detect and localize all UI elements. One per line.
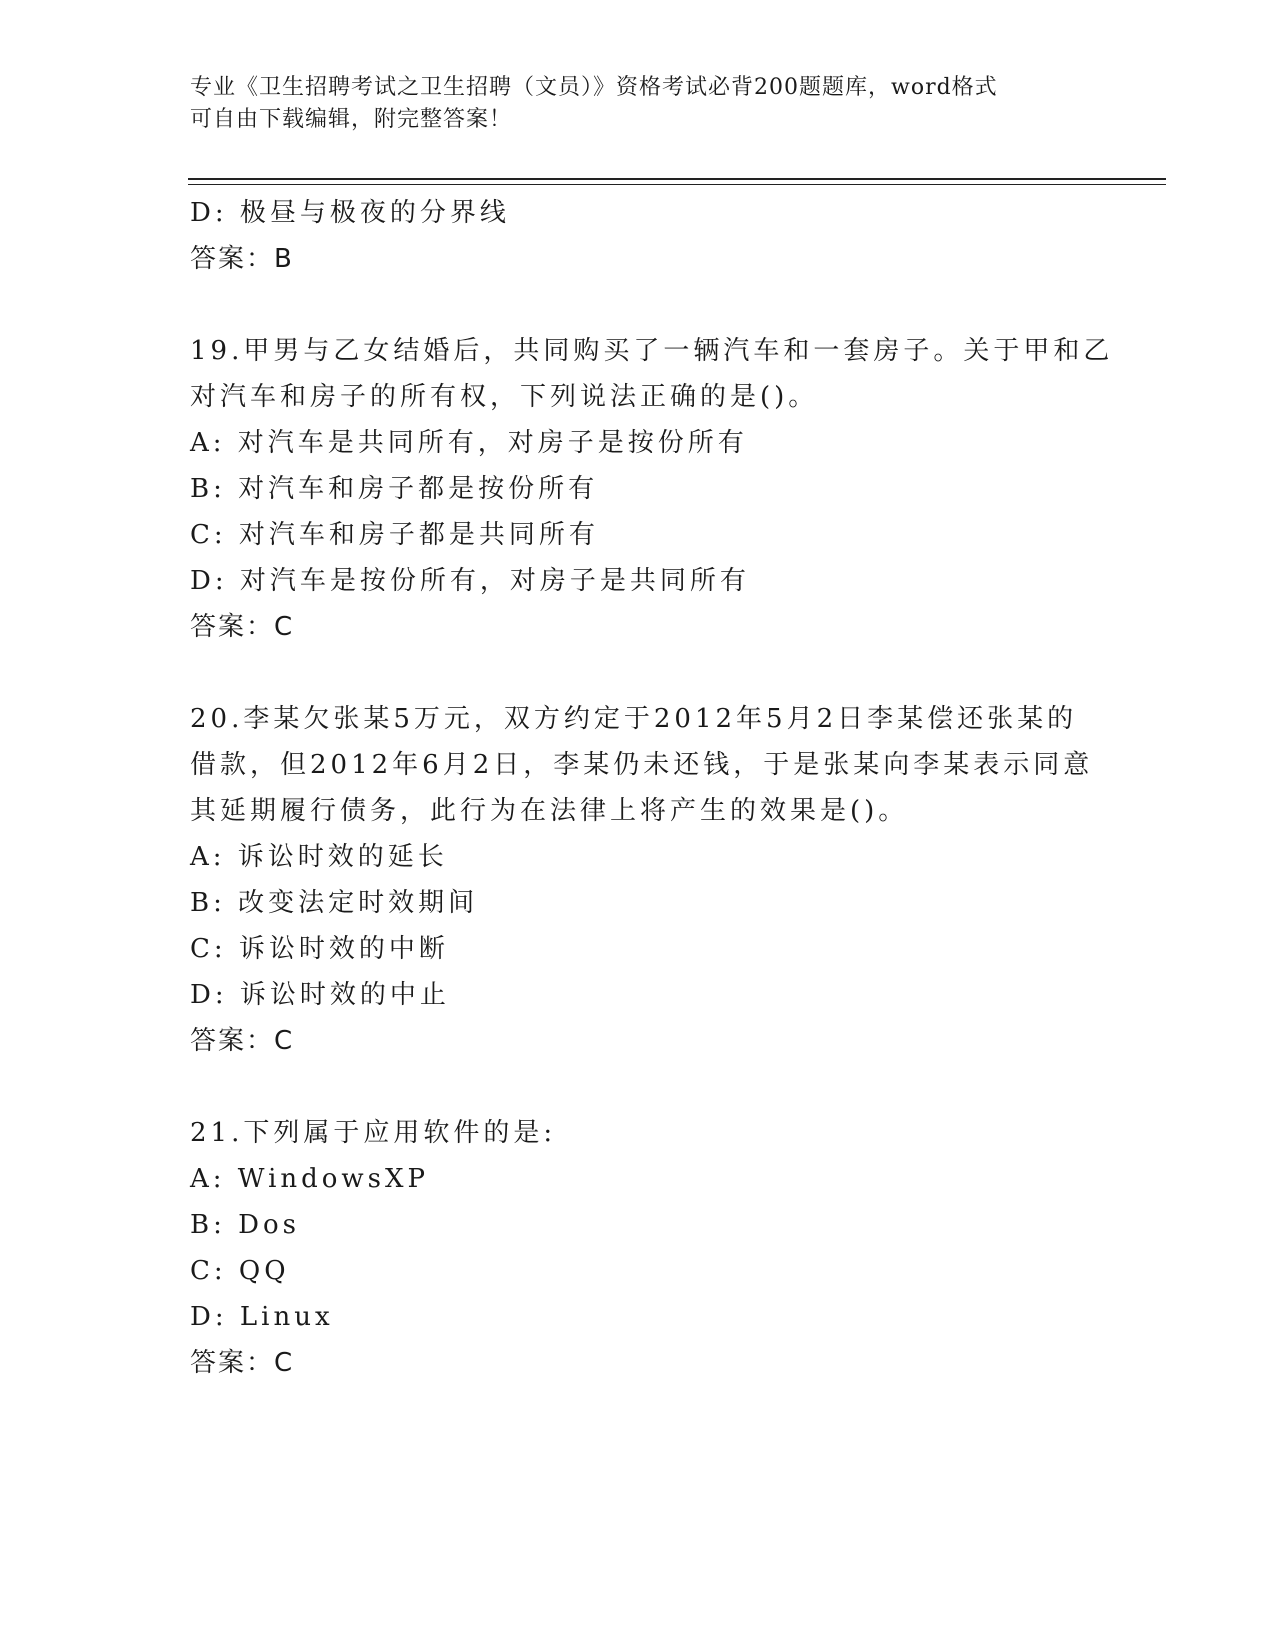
question-20 bbox=[190, 696, 1094, 1064]
option-d: D: 对汽车是按份所有，对房子是共同所有 bbox=[190, 566, 750, 596]
question-stem: 对汽车和房子的所有权，下列说法正确的是()。 bbox=[190, 382, 819, 412]
option-a: A: WindowsXP bbox=[190, 1164, 430, 1194]
question-stem: 借款，但2012年6月2日，李某仍未还钱，于是张某向李某表示同意 bbox=[190, 750, 1094, 780]
option-a: A: 对汽车是共同所有，对房子是按份所有 bbox=[190, 428, 748, 458]
question-stem: 20.李某欠张某5万元，双方约定于2012年5月2日李某偿还张某的 bbox=[190, 704, 1078, 734]
question-stem: 其延期履行债务，此行为在法律上将产生的效果是()。 bbox=[190, 796, 909, 826]
option-c: C: QQ bbox=[190, 1256, 290, 1286]
question-content bbox=[190, 190, 1114, 1386]
header-rule-thin bbox=[188, 184, 1166, 185]
option-c: C: 诉讼时效的中断 bbox=[190, 934, 449, 964]
answer-line: 答案：C bbox=[190, 1026, 295, 1056]
option-b: B: 对汽车和房子都是按份所有 bbox=[190, 474, 599, 504]
option-b: B: 改变法定时效期间 bbox=[190, 888, 479, 918]
question-stem: 21.下列属于应用软件的是: bbox=[190, 1118, 557, 1148]
option-d: D: 诉讼时效的中止 bbox=[190, 980, 450, 1010]
answer-line: 答案：C bbox=[190, 612, 295, 642]
answer-line: 答案：B bbox=[190, 244, 294, 274]
answer-line: 答案：C bbox=[190, 1348, 295, 1378]
header-line-2: 可自由下载编辑，附完整答案！ bbox=[190, 107, 513, 132]
header-line-1: 专业《卫生招聘考试之卫生招聘（文员）》资格考试必背200题题库，word格式 bbox=[190, 75, 998, 100]
question-stem: 19.甲男与乙女结婚后，共同购买了一辆汽车和一套房子。关于甲和乙 bbox=[190, 336, 1114, 366]
question-21 bbox=[190, 1110, 1090, 1386]
option-d: D: Linux bbox=[190, 1302, 334, 1332]
option-c: C: 对汽车和房子都是共同所有 bbox=[190, 520, 599, 550]
question-19 bbox=[190, 328, 1114, 650]
option-a: A: 诉讼时效的延长 bbox=[190, 842, 448, 872]
option-d: D: 极昼与极夜的分界线 bbox=[190, 198, 510, 228]
option-b: B: Dos bbox=[190, 1210, 300, 1240]
document-header bbox=[190, 72, 1090, 136]
header-rule-thick bbox=[188, 178, 1166, 180]
